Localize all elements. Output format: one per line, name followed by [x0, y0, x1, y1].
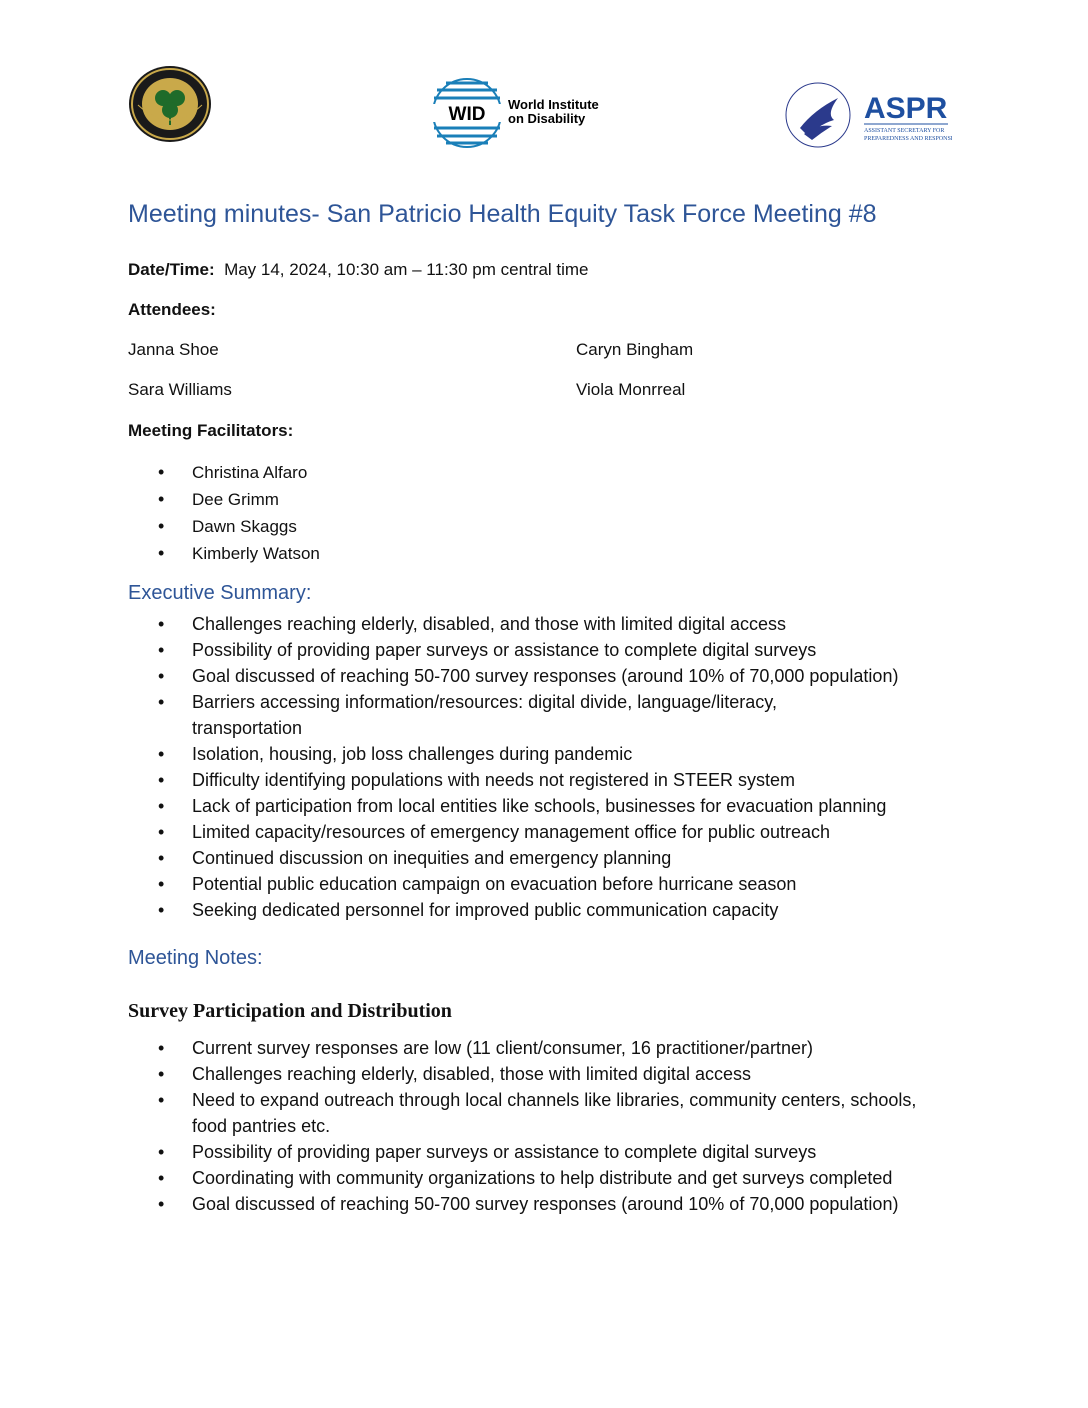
list-item: • Challenges reaching elderly, disabled, and those with limited digital access — [150, 611, 990, 637]
attendees-label: Attendees: — [128, 300, 216, 319]
list-item: • Kimberly Watson — [150, 540, 990, 567]
facilitators-label: Meeting Facilitators: — [128, 421, 294, 440]
list-item: • Isolation, housing, job loss challenges during pandemic — [150, 741, 990, 767]
aspr-letters: ASPR — [864, 92, 948, 125]
list-item: • Goal discussed of reaching 50-700 survey responses (around 10% of 70,000 population) — [150, 663, 990, 689]
list-item: • Coordinating with community organizations to help distribute and get surveys completed — [150, 1165, 912, 1191]
list-item: • Dee Grimm — [150, 486, 990, 513]
attendee-name: Janna Shoe — [128, 340, 219, 359]
list-item: • Possibility of providing paper surveys or assistance to complete digital surveys — [150, 637, 990, 663]
datetime-label: Date/Time: — [128, 260, 215, 279]
executive-summary-heading: Executive Summary: — [128, 582, 312, 604]
list-item: • Limited capacity/resources of emergency management office for public outreach — [150, 819, 990, 845]
list-item: • Difficulty identifying populations with needs not registered in STEER system — [150, 767, 990, 793]
attendee-name: Caryn Bingham — [576, 340, 694, 359]
list-item: • Possibility of providing paper surveys or assistance to complete digital surveys — [150, 1139, 990, 1165]
datetime-value: May 14, 2024, 10:30 am – 11:30 pm central time — [224, 260, 589, 279]
wid-name-line2: on Disability — [508, 111, 586, 126]
survey-subheading: Survey Participation and Distribution — [128, 1000, 452, 1022]
attendee-name: Viola Monrreal — [576, 380, 686, 399]
list-item: • Dawn Skaggs — [150, 513, 990, 540]
county-seal-logo — [128, 65, 212, 143]
list-item: • Current survey responses are low (11 client/consumer, 16 practitioner/partner) — [150, 1035, 990, 1061]
attendee-name: Sara Williams — [128, 380, 232, 399]
aspr-sub2: PREPAREDNESS AND RESPONSE — [864, 136, 952, 142]
aspr-sub1: ASSISTANT SECRETARY FOR — [864, 128, 945, 134]
page-title: Meeting minutes- San Patricio Health Equity Task Force Meeting #8 — [128, 200, 877, 228]
list-item: • Christina Alfaro — [150, 459, 990, 486]
list-item: • Barriers accessing information/resources: digital divide, language/literacy, transportation — [150, 689, 872, 741]
meeting-notes-heading: Meeting Notes: — [128, 947, 263, 969]
list-item: • Continued discussion on inequities and emergency planning — [150, 845, 990, 871]
list-item: • Potential public education campaign on evacuation before hurricane season — [150, 871, 990, 897]
facilitators-list — [150, 459, 990, 567]
list-item: • Seeking dedicated personnel for improved public communication capacity — [150, 897, 990, 923]
executive-summary-list — [150, 611, 990, 923]
list-item: • Challenges reaching elderly, disabled, those with limited digital access — [150, 1061, 990, 1087]
meeting-notes-list — [150, 1035, 990, 1217]
wid-name-line1: World Institute — [508, 97, 599, 112]
list-item: • Lack of participation from local entities like schools, businesses for evacuation planning — [150, 793, 990, 819]
list-item: • Goal discussed of reaching 50-700 survey responses (around 10% of 70,000 population) — [150, 1191, 990, 1217]
aspr-logo — [782, 80, 952, 150]
wid-logo — [432, 78, 632, 148]
list-item: • Need to expand outreach through local channels like libraries, community centers, schools, food pantries etc. — [150, 1087, 932, 1139]
datetime-row — [128, 260, 589, 280]
wid-letters: WID — [448, 104, 486, 125]
